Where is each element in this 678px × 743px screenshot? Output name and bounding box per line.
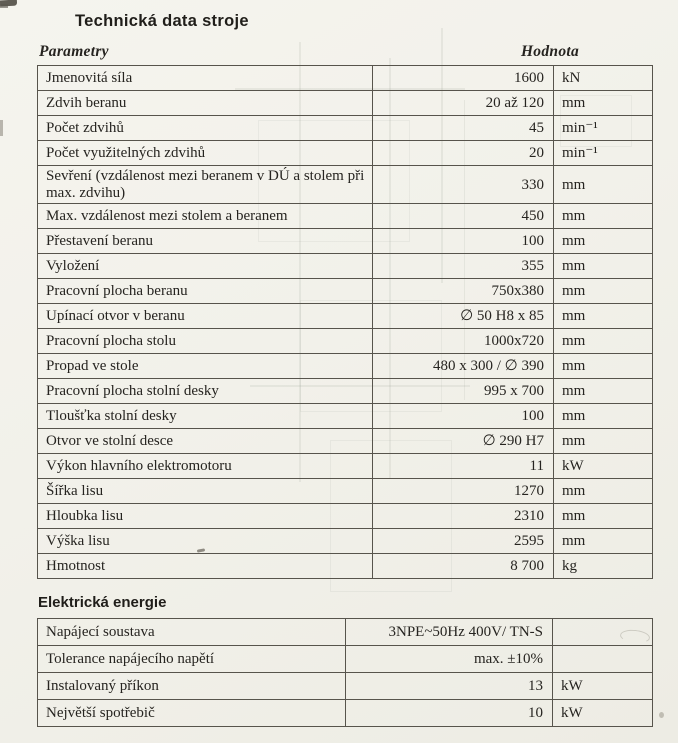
param-cell: Tolerance napájecího napětí [38,646,346,673]
value-cell: 10 [346,700,553,727]
page-title: Technická data stroje [75,12,249,30]
unit-cell: mm [554,229,653,254]
scan-speck [659,712,664,718]
value-cell: 11 [373,454,554,479]
value-cell: 1270 [373,479,554,504]
unit-cell: mm [554,304,653,329]
value-cell: 100 [373,229,554,254]
table-row [38,429,653,454]
param-cell: Hloubka lisu [38,504,373,529]
param-cell: Max. vzdálenost mezi stolem a beranem [38,204,373,229]
value-cell: 45 [373,116,554,141]
param-cell: Vyložení [38,254,373,279]
table-row [38,619,653,646]
value-cell: 750x380 [373,279,554,304]
table-row [38,454,653,479]
table-row [38,673,653,700]
technical-parameters-table [37,65,653,579]
value-cell: 8 700 [373,554,554,579]
value-cell: 13 [346,673,553,700]
table-row [38,66,653,91]
value-cell: 100 [373,404,554,429]
unit-cell: kN [554,66,653,91]
table-row [38,141,653,166]
table-row [38,229,653,254]
column-header-hodnota: Hodnota [520,43,580,60]
value-cell: ∅ 50 H8 x 85 [373,304,554,329]
unit-cell: mm [554,329,653,354]
table-row [38,554,653,579]
table-row [38,254,653,279]
unit-cell: kW [553,700,653,727]
param-cell: Největší spotřebič [38,700,346,727]
table-row [38,304,653,329]
unit-cell: mm [554,166,653,204]
param-cell: Napájecí soustava [38,619,346,646]
param-cell: Pracovní plocha stolu [38,329,373,354]
param-cell: Výkon hlavního elektromotoru [38,454,373,479]
param-cell: Pracovní plocha beranu [38,279,373,304]
table-row [38,279,653,304]
param-cell: Šířka lisu [38,479,373,504]
unit-cell: mm [554,529,653,554]
param-cell: Výška lisu [38,529,373,554]
value-cell: 450 [373,204,554,229]
unit-cell: mm [554,91,653,116]
value-cell: ∅ 290 H7 [373,429,554,454]
electrical-energy-table [37,618,653,727]
param-cell: Tloušťka stolní desky [38,404,373,429]
param-cell: Instalovaný příkon [38,673,346,700]
table-row [38,329,653,354]
table-row [38,404,653,429]
table-row [38,204,653,229]
unit-cell: mm [554,479,653,504]
param-cell: Otvor ve stolní desce [38,429,373,454]
value-cell: 2310 [373,504,554,529]
param-cell: Hmotnost [38,554,373,579]
table-row [38,354,653,379]
param-cell: Počet zdvihů [38,116,373,141]
unit-cell: mm [554,404,653,429]
unit-cell: mm [554,379,653,404]
value-cell: 20 až 120 [373,91,554,116]
unit-cell: mm [554,279,653,304]
unit-cell: min⁻¹ [554,116,653,141]
unit-cell: mm [554,204,653,229]
unit-cell: min⁻¹ [554,141,653,166]
value-cell: 1000x720 [373,329,554,354]
param-cell: Sevření (vzdálenost mezi beranem v DÚ a stolem při max. zdvihu) [38,166,373,204]
unit-cell: kW [553,673,653,700]
electrical-section-title: Elektrická energie [38,594,167,611]
param-cell: Zdvih beranu [38,91,373,116]
unit-cell: mm [554,254,653,279]
value-cell: 2595 [373,529,554,554]
scan-speck [0,120,3,136]
unit-cell: mm [554,429,653,454]
table-row [38,646,653,673]
table-row [38,116,653,141]
unit-cell: mm [554,354,653,379]
unit-cell [553,619,653,646]
column-header-parametry: Parametry [39,43,109,60]
table-row [38,529,653,554]
param-cell: Přestavení beranu [38,229,373,254]
param-cell: Upínací otvor v beranu [38,304,373,329]
unit-cell: kW [554,454,653,479]
value-cell: max. ±10% [346,646,553,673]
table-row [38,166,653,204]
value-cell: 1600 [373,66,554,91]
scan-corner-mark [0,4,8,8]
unit-cell: kg [554,554,653,579]
table-row [38,379,653,404]
value-cell: 330 [373,166,554,204]
param-cell: Propad ve stole [38,354,373,379]
param-cell: Počet využitelných zdvihů [38,141,373,166]
unit-cell [553,646,653,673]
table-row [38,504,653,529]
unit-cell: mm [554,504,653,529]
table-row [38,91,653,116]
table-row [38,479,653,504]
scan-corner-mark [0,0,17,6]
value-cell: 995 x 700 [373,379,554,404]
param-cell: Pracovní plocha stolní desky [38,379,373,404]
value-cell: 3NPE~50Hz 400V/ TN-S [346,619,553,646]
param-cell: Jmenovitá síla [38,66,373,91]
value-cell: 20 [373,141,554,166]
value-cell: 480 x 300 / ∅ 390 [373,354,554,379]
table-row [38,700,653,727]
value-cell: 355 [373,254,554,279]
